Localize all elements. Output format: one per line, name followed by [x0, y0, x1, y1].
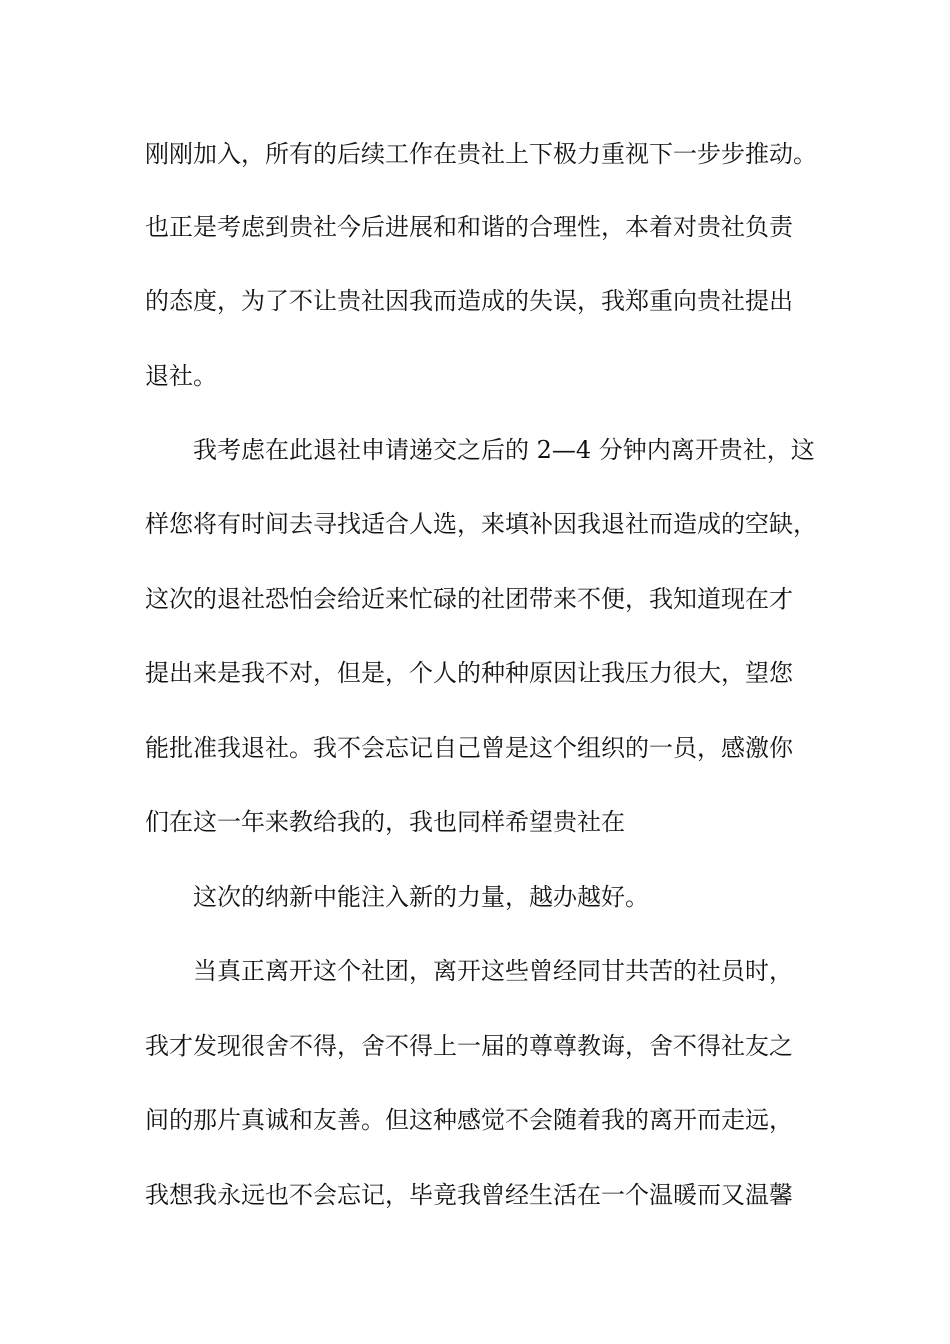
text-line: 提出来是我不对，但是，个人的种种原因让我压力很大，望您 [145, 659, 793, 687]
text-line: 样您将有时间去寻找适合人选，来填补因我退社而造成的空缺， [145, 510, 817, 538]
text-line: 的态度，为了不让贵社因我而造成的失误，我郑重向贵社提出 [145, 287, 793, 315]
text-line: 我考虑在此退社申请递交之后的 2—4 分钟内离开贵社，这 [193, 436, 815, 464]
text-line: 我才发现很舍不得，舍不得上一届的尊尊教诲，舍不得社友之 [145, 1032, 793, 1060]
text-line: 退社。 [145, 362, 217, 390]
text-line: 这次的退社恐怕会给近来忙碌的社团带来不便，我知道现在才 [145, 585, 793, 613]
text-line: 间的那片真诚和友善。但这种感觉不会随着我的离开而走远， [145, 1106, 793, 1134]
text-line: 们在这一年来教给我的，我也同样希望贵社在 [145, 808, 625, 836]
text-line: 也正是考虑到贵社今后进展和和谐的合理性，本着对贵社负责 [145, 213, 793, 241]
text-line: 当真正离开这个社团，离开这些曾经同甘共苦的社员时， [193, 957, 793, 985]
text-line: 我想我永远也不会忘记，毕竟我曾经生活在一个温暖而又温馨 [145, 1181, 793, 1209]
text-line: 刚刚加入，所有的后续工作在贵社上下极力重视下一步步推动。 [145, 140, 817, 168]
text-line: 这次的纳新中能注入新的力量，越办越好。 [193, 883, 649, 911]
text-line: 能批准我退社。我不会忘记自己曾是这个组织的一员，感激你 [145, 734, 793, 762]
